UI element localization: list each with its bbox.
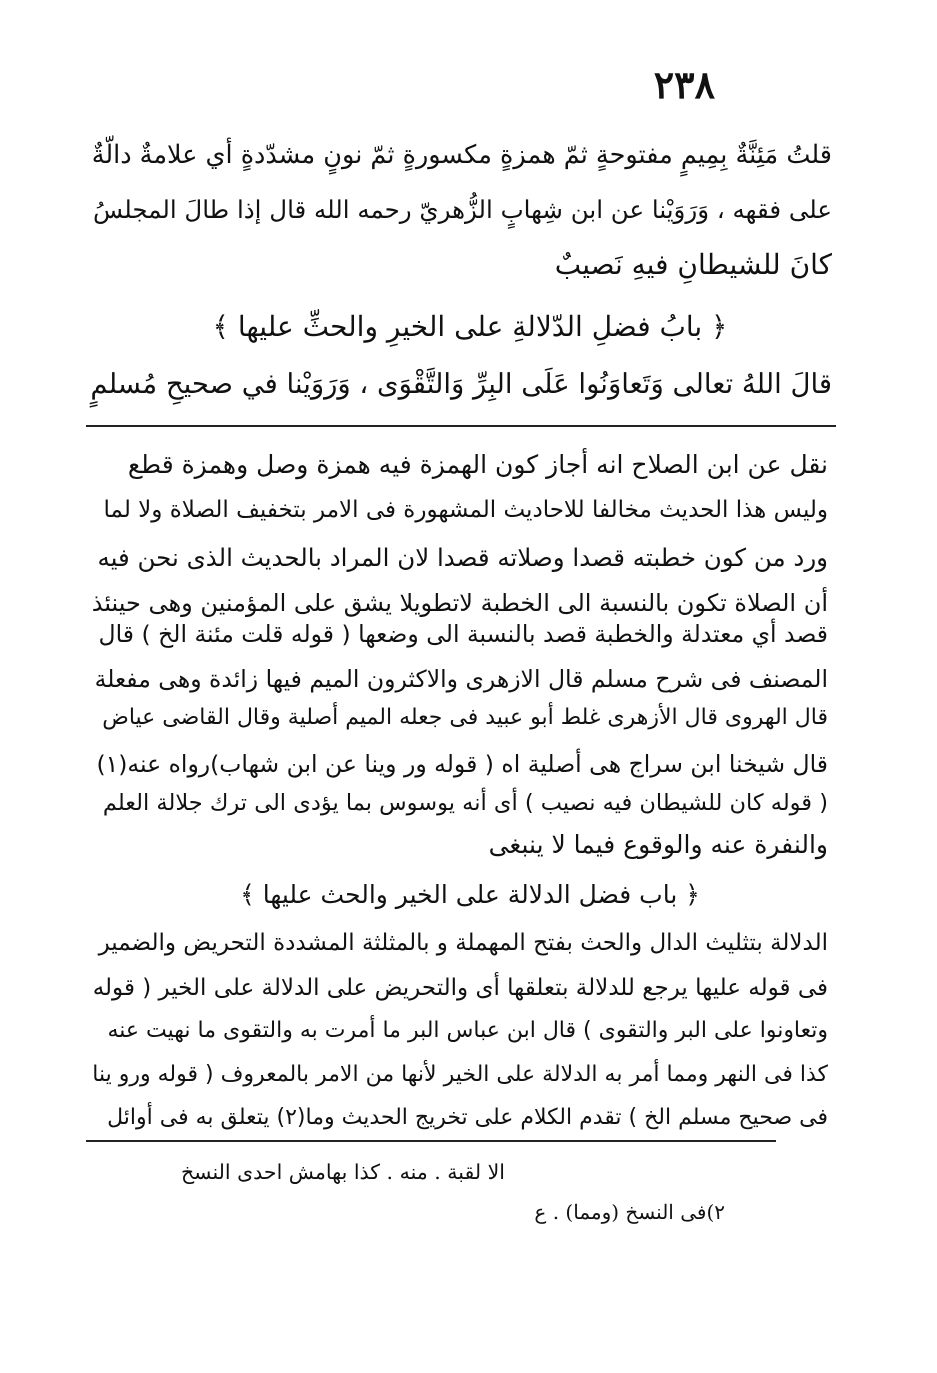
commentary-section-heading: ﴿ باب فضل الدلالة على الخير والحث عليها ﴾ [240, 880, 700, 909]
commentary-line: ورد من كون خطبته قصدا وصلاته قصدا لان المراد بالحديث الذى نحن فيه [97, 543, 828, 572]
commentary-line: فى صحيح مسلم الخ ) تقدم الكلام على تخريج الحديث وما(٢) يتعلق به فى أوائل [107, 1105, 828, 1130]
commentary-line: كذا فى النهر ومما أمر به الدلالة على الخير لأنها من الامر بالمعروف ( قوله ورو ينا [92, 1062, 828, 1087]
footnote: الا لقبة . منه . كذا بهامش احدى النسخ [180, 1160, 505, 1184]
main-text-line: على فقهه ، وَرَوَيْنا عن ابن شِهابٍ الزُّهريّ رحمه الله قال إذا طالَ المجلسُ [93, 195, 832, 224]
main-text-divider [86, 425, 836, 427]
page-number: ٢٣٨ [653, 62, 715, 107]
commentary-line: وتعاونوا على البر والتقوى ) قال ابن عباس البر ما أمرت به والتقوى ما نهيت عنه [107, 1018, 828, 1043]
commentary-line: المصنف فى شرح مسلم قال الازهرى والاكثرون الميم فيها زائدة وهى مفعلة [94, 665, 828, 693]
footnote: ٢)فى النسخ (ومما) . ع [534, 1200, 725, 1224]
main-text-line: قالَ اللهُ تعالى وَتَعاوَنُوا عَلَى البِرِّ وَالتَّقْوَى ، وَرَوَيْنا في صحيحِ مُسلمٍ [90, 368, 832, 400]
commentary-line: فى قوله عليها يرجع للدلالة بتعلقها أى والتحريض على الدلالة على الخير ( قوله [92, 975, 828, 1001]
commentary-line: قال شيخنا ابن سراج هى أصلية اه ( قوله ور وينا عن ابن شهاب)رواه عنه(١) [96, 750, 828, 778]
main-section-heading: ﴿ بابُ فضلِ الدّلالةِ على الخيرِ والحثِّ عليها ﴾ [212, 310, 728, 343]
main-text-line: كانَ للشيطانِ فيهِ نَصيبٌ [554, 248, 832, 281]
commentary-line: وليس هذا الحديث مخالفا للاحاديث المشهورة فى الامر بتخفيف الصلاة ولا لما [103, 497, 828, 523]
footnote-divider [86, 1140, 776, 1142]
commentary-line: قصد أي معتدلة والخطبة قصد بالنسبة الى وضعها ( قوله قلت مئنة الخ ) قال [98, 620, 828, 648]
commentary-line: والنفرة عنه والوقوع فيما لا ينبغى [488, 830, 828, 859]
commentary-line: الدلالة بتثليث الدال والحث بفتح المهملة و بالمثلثة المشددة التحريض والضمير [98, 930, 828, 956]
commentary-line: أن الصلاة تكون بالنسبة الى الخطبة لاتطويلا يشق على المؤمنين وهى حينئذ [91, 589, 828, 617]
commentary-line: ( قوله كان للشيطان فيه نصيب ) أى أنه يوسوس بما يؤدى الى ترك جلالة العلم [102, 790, 828, 816]
commentary-line: قال الهروى قال الأزهرى غلط أبو عبيد فى جعله الميم أصلية وقال القاضى عياض [102, 705, 828, 730]
commentary-line: نقل عن ابن الصلاح انه أجاز كون الهمزة فيه همزة وصل وهمزة قطع [127, 450, 828, 479]
main-text-line: قلتُ مَئِنَّةٌ بِمِيمٍ مفتوحةٍ ثمّ همزةٍ مكسورةٍ ثمّ نونٍ مشدّدةٍ أي علامةٌ دالّةٌ [91, 140, 832, 170]
